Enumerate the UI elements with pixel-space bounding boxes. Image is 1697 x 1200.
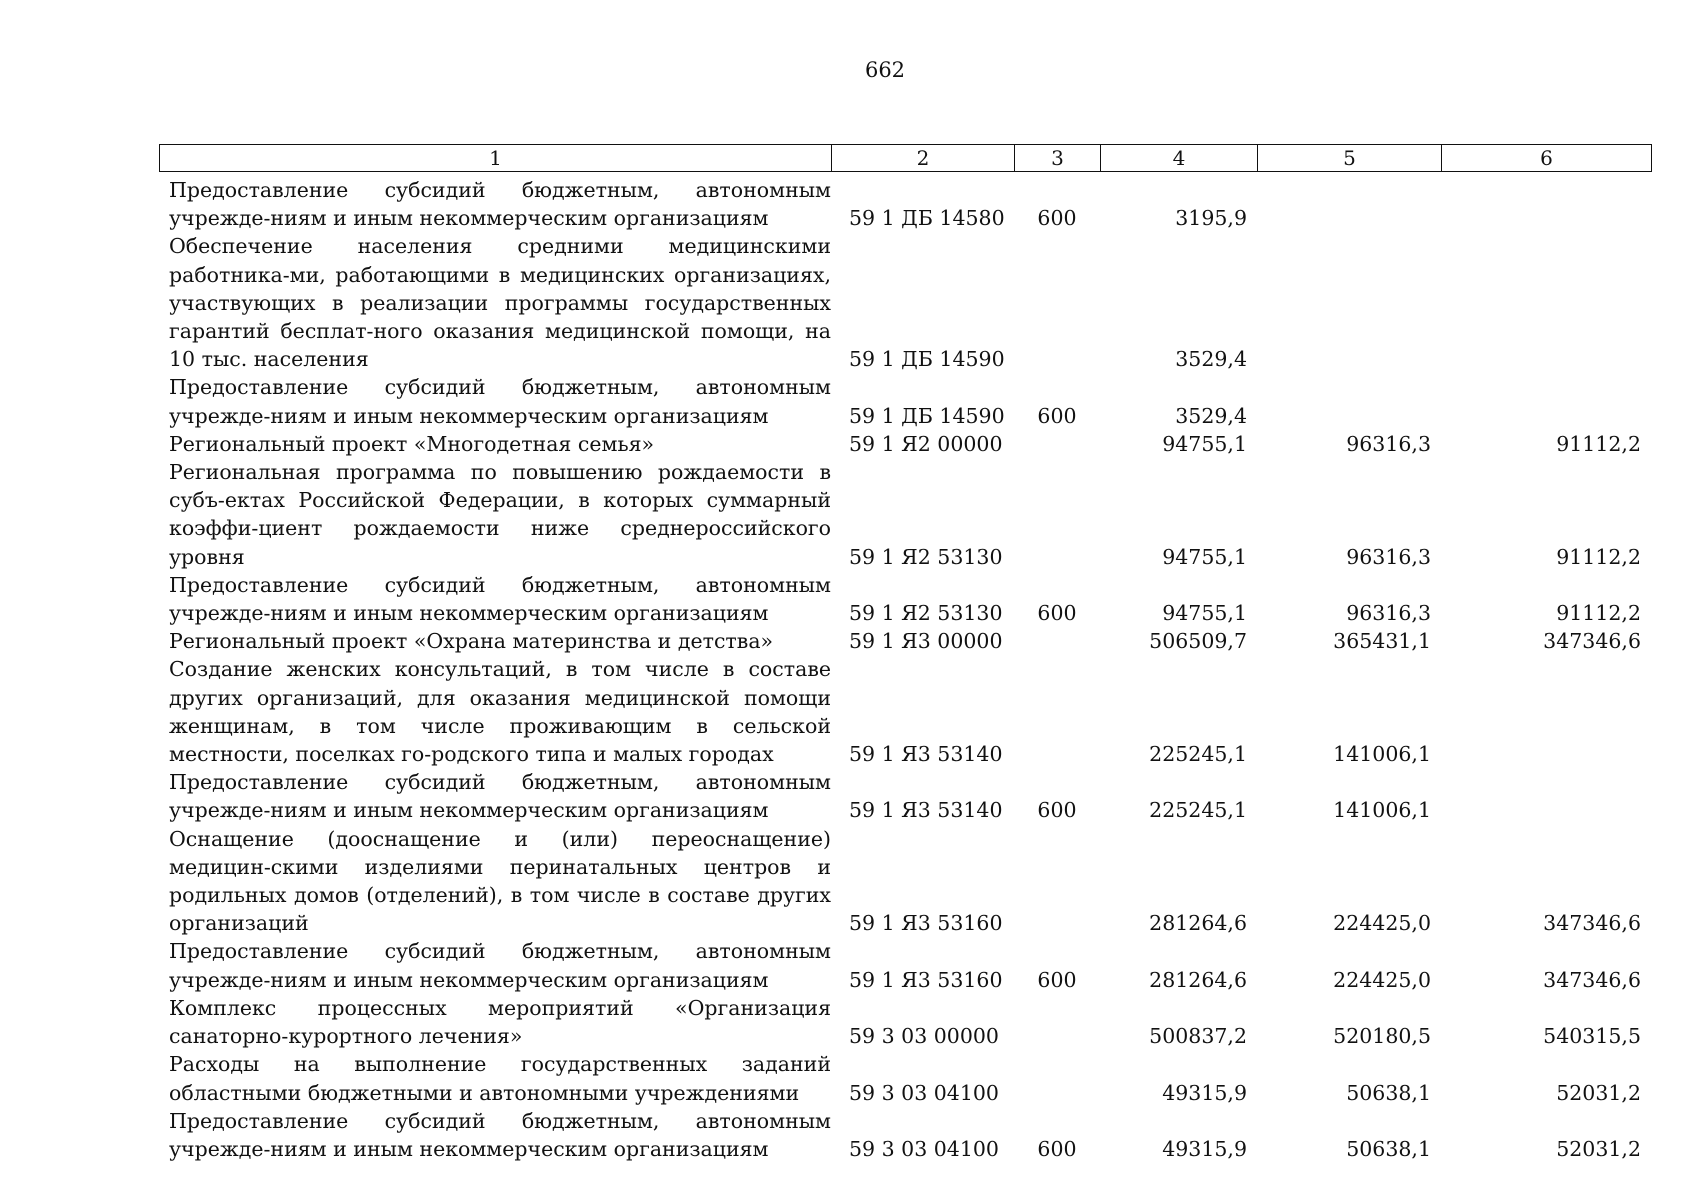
column-header-4: 4 bbox=[1101, 145, 1258, 172]
row-name: Предоставление субсидий бюджетным, автономным учрежде-ниям и иным некоммерческим организациям bbox=[169, 770, 831, 823]
row-value-6: 347346,6 bbox=[1543, 629, 1641, 654]
row-value-6: 91112,2 bbox=[1556, 601, 1641, 626]
row-code: 59 1 ДБ 14580 bbox=[849, 206, 1005, 231]
row-value-4: 3529,4 bbox=[1175, 403, 1247, 428]
row-code: 59 1 Я3 53140 bbox=[849, 798, 1003, 823]
table-row bbox=[159, 825, 1669, 938]
row-code: 59 3 03 00000 bbox=[849, 1024, 999, 1049]
row-value-4: 281264,6 bbox=[1149, 967, 1247, 992]
row-value-4: 94755,1 bbox=[1162, 544, 1247, 569]
row-value-4: 49315,9 bbox=[1162, 1136, 1247, 1161]
row-value-5: 96316,3 bbox=[1346, 601, 1431, 626]
column-header-row bbox=[160, 145, 1652, 172]
row-value-5: 141006,1 bbox=[1333, 798, 1431, 823]
column-header-6: 6 bbox=[1442, 145, 1652, 172]
row-value-5: 365431,1 bbox=[1333, 629, 1431, 654]
row-value-5: 224425,0 bbox=[1333, 911, 1431, 936]
row-name: Региональный проект «Охрана материнства и детства» bbox=[169, 629, 774, 654]
row-name: Комплекс процессных мероприятий «Организация санаторно-курортного лечения» bbox=[169, 995, 831, 1049]
table-row bbox=[159, 627, 1669, 655]
row-code: 59 3 03 04100 bbox=[849, 1080, 999, 1105]
table-row bbox=[159, 655, 1669, 768]
row-value-5: 224425,0 bbox=[1333, 967, 1431, 992]
row-value-6: 91112,2 bbox=[1556, 544, 1641, 569]
row-type: 600 bbox=[1037, 206, 1077, 231]
table-row bbox=[159, 1107, 1669, 1163]
row-code: 59 1 Я3 53140 bbox=[849, 742, 1003, 767]
row-value-6: 52031,2 bbox=[1556, 1080, 1641, 1105]
row-value-5: 50638,1 bbox=[1346, 1080, 1431, 1105]
row-value-6: 91112,2 bbox=[1556, 431, 1641, 456]
row-code: 59 1 Я2 00000 bbox=[849, 431, 1003, 456]
table-row bbox=[159, 571, 1669, 627]
row-value-4: 225245,1 bbox=[1149, 742, 1247, 767]
row-value-5: 50638,1 bbox=[1346, 1136, 1431, 1161]
row-name: Предоставление субсидий бюджетным, автономным учрежде-ниям и иным некоммерческим организациям bbox=[169, 178, 831, 231]
row-value-6: 52031,2 bbox=[1556, 1136, 1641, 1161]
row-name: Региональная программа по повышению рождаемости в субъ-ектах Российской Федерации, в которых суммарный коэффи-циент рождаемости ниже среднероссийского уровня bbox=[169, 460, 831, 569]
row-code: 59 1 Я2 53130 bbox=[849, 601, 1003, 626]
row-name: Предоставление субсидий бюджетным, автономным учрежде-ниям и иным некоммерческим организациям bbox=[169, 375, 831, 428]
column-header-5: 5 bbox=[1258, 145, 1442, 172]
row-value-4: 500837,2 bbox=[1149, 1024, 1247, 1049]
table-row bbox=[159, 1050, 1669, 1106]
row-name: Создание женских консультаций, в том числе в составе других организаций, для оказания медицинской помощи женщинам, в том числе проживающим в сельской местности, поселках го-родского типа и малых городах bbox=[169, 657, 831, 767]
row-value-4: 225245,1 bbox=[1149, 798, 1247, 823]
table-row bbox=[159, 937, 1669, 993]
row-type: 600 bbox=[1037, 798, 1077, 823]
column-header-2: 2 bbox=[832, 145, 1015, 172]
page-number: 662 bbox=[864, 58, 906, 82]
row-value-4: 281264,6 bbox=[1149, 911, 1247, 936]
table-row bbox=[159, 458, 1669, 571]
row-name: Предоставление субсидий бюджетным, автономным учрежде-ниям и иным некоммерческим организациям bbox=[169, 572, 831, 626]
row-value-4: 49315,9 bbox=[1162, 1080, 1247, 1105]
row-type: 600 bbox=[1037, 1136, 1077, 1161]
row-value-6: 347346,6 bbox=[1543, 967, 1641, 992]
column-header-3: 3 bbox=[1015, 145, 1101, 172]
row-type: 600 bbox=[1037, 601, 1077, 626]
row-name: Расходы на выполнение государственных заданий областными бюджетными и автономными учреждениями bbox=[169, 1052, 831, 1105]
row-type: 600 bbox=[1037, 403, 1077, 428]
row-value-5: 520180,5 bbox=[1333, 1024, 1431, 1049]
table-row bbox=[159, 232, 1669, 373]
row-code: 59 1 Я3 53160 bbox=[849, 967, 1003, 992]
budget-table-body bbox=[159, 176, 1669, 1163]
row-code: 59 1 Я3 00000 bbox=[849, 629, 1003, 654]
row-value-4: 3195,9 bbox=[1175, 206, 1247, 231]
column-header-table bbox=[159, 144, 1652, 172]
row-name: Обеспечение населения средними медицинскими работника-ми, работающими в медицинских организациях, участвующих в реализации программы государственных гарантий бесплат-ного оказания медицинской помощи, на 10 тыс. населения bbox=[169, 234, 831, 372]
row-value-5: 96316,3 bbox=[1346, 431, 1431, 456]
row-name: Оснащение (дооснащение и (или) переоснащение) медицин-скими изделиями перинатальных центров и родильных домов (отделений), в том числе в составе других организаций bbox=[169, 826, 831, 936]
row-name: Предоставление субсидий бюджетным, автономным учрежде-ниям и иным некоммерческим организациям bbox=[169, 939, 831, 992]
table-row bbox=[159, 768, 1669, 824]
row-value-4: 506509,7 bbox=[1149, 629, 1247, 654]
table-row bbox=[159, 176, 1669, 232]
table-row bbox=[159, 430, 1669, 458]
row-name: Предоставление субсидий бюджетным, автономным учрежде-ниям и иным некоммерческим организациям bbox=[169, 1108, 831, 1161]
row-value-5: 141006,1 bbox=[1333, 742, 1431, 767]
column-header-1: 1 bbox=[160, 145, 832, 172]
row-code: 59 1 ДБ 14590 bbox=[849, 347, 1005, 372]
row-type: 600 bbox=[1037, 967, 1077, 992]
row-code: 59 1 ДБ 14590 bbox=[849, 403, 1005, 428]
row-code: 59 3 03 04100 bbox=[849, 1136, 999, 1161]
table-row bbox=[159, 994, 1669, 1050]
row-value-4: 3529,4 bbox=[1175, 347, 1247, 372]
row-value-5: 96316,3 bbox=[1346, 544, 1431, 569]
row-name: Региональный проект «Многодетная семья» bbox=[169, 431, 655, 456]
row-value-6: 347346,6 bbox=[1543, 911, 1641, 936]
row-value-4: 94755,1 bbox=[1162, 601, 1247, 626]
row-value-4: 94755,1 bbox=[1162, 431, 1247, 456]
row-code: 59 1 Я3 53160 bbox=[849, 911, 1003, 936]
row-value-6: 540315,5 bbox=[1543, 1024, 1641, 1049]
row-code: 59 1 Я2 53130 bbox=[849, 544, 1003, 569]
table-row bbox=[159, 373, 1669, 429]
